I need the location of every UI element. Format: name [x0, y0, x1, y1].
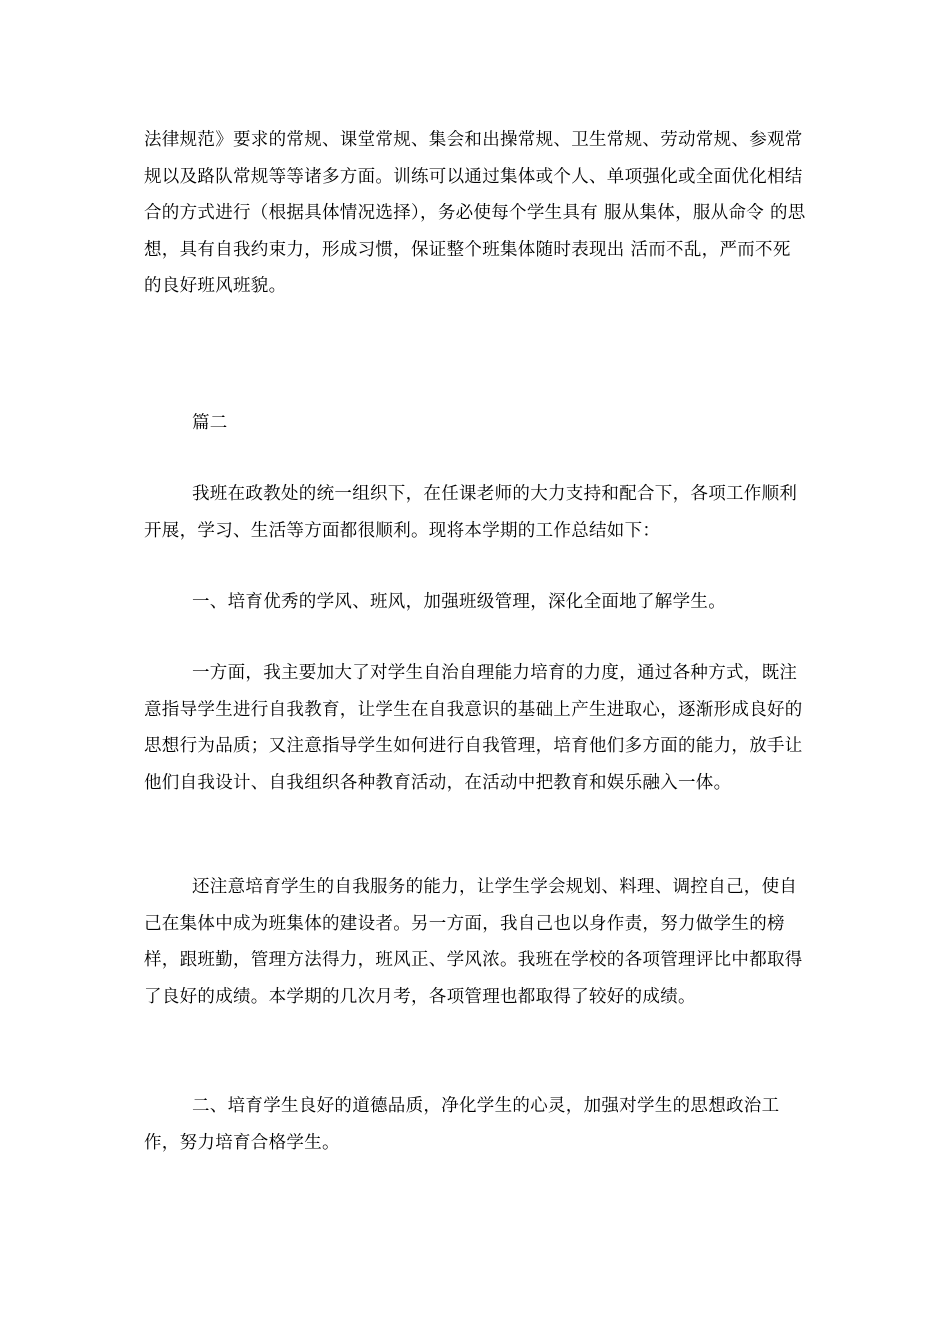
paragraph-body-1: 一方面，我主要加大了对学生自治自理能力培育的力度，通过各种方式，既注意指导学生进行自我教育，让学生在自我意识的基础上产生进取心，逐渐形成良好的思想行为品质；又注意指导学生如何进行自我管理，培育他们多方面的能力，放手让他们自我设计、自我组织各种教育活动，在活动中把教育和娱乐融入一体。: [144, 663, 803, 793]
section-heading: 篇二: [192, 413, 228, 433]
paragraph-continuation: 法律规范》要求的常规、课堂常规、集会和出操常规、卫生常规、劳动常规、参观常规以及路队常规等等诸多方面。训练可以通过集体或个人、单项强化或全面优化相结合的方式进行（根据具体情况选择），务必使每个学生具有 服从集体，服从命令 的思想，具有自我约束力，形成习惯，保证整个班集体随时表现出 活而不乱，严而不死 的良好班风班貌。: [144, 130, 806, 297]
paragraph-heading-2: 二、培育学生良好的道德品质，净化学生的心灵，加强对学生的思想政治工作，努力培育合格学生。: [144, 1096, 780, 1153]
paragraph-intro: 我班在政教处的统一组织下，在任课老师的大力支持和配合下，各项工作顺利开展，学习、生活等方面都很顺利。现将本学期的工作总结如下：: [144, 484, 798, 541]
paragraph-heading-1: 一、培育优秀的学风、班风，加强班级管理，深化全面地了解学生。: [192, 592, 726, 612]
paragraph-body-2: 还注意培育学生的自我服务的能力，让学生学会规划、料理、调控自己，使自己在集体中成为班集体的建设者。另一方面，我自己也以身作责，努力做学生的榜样，跟班勤，管理方法得力，班风正、学风浓。我班在学校的各项管理评比中都取得了良好的成绩。本学期的几次月考，各项管理也都取得了较好的成绩。: [144, 877, 803, 1007]
